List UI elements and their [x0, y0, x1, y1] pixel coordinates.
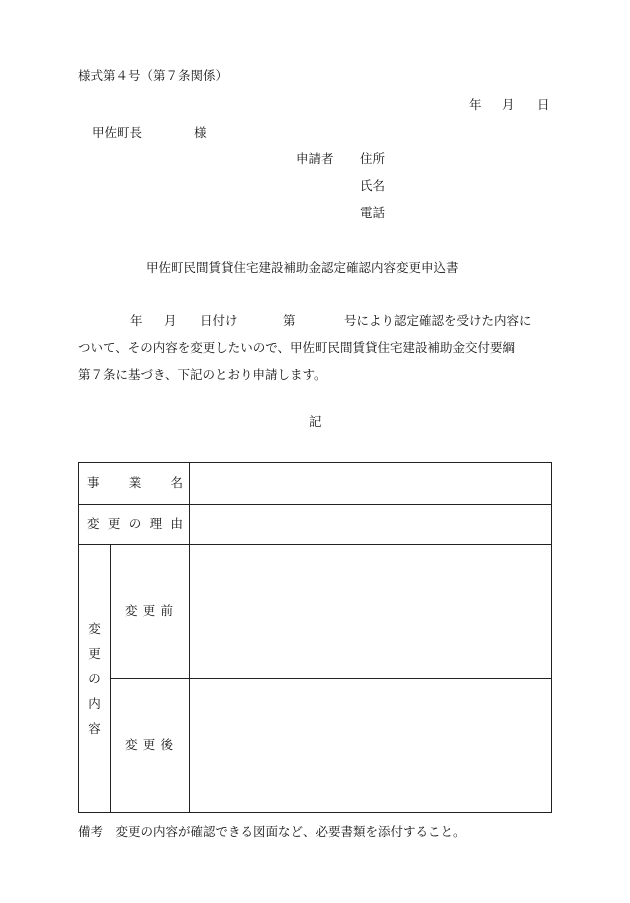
reason-value[interactable]: [190, 505, 552, 545]
body-line1-tail: 号により認定確認を受けた内容に: [344, 313, 532, 328]
applicant-phone-label: 電話: [360, 205, 386, 220]
after-value[interactable]: [190, 679, 552, 813]
remarks-note: 備考 変更の内容が確認できる図面など、必要書類を添付すること。: [78, 824, 466, 839]
applicant-name-label: 氏名: [360, 178, 386, 193]
reason-label: 変更の理由: [79, 505, 190, 545]
date-year: 年: [469, 97, 482, 112]
before-value[interactable]: [190, 545, 552, 679]
applicant-label: 申請者: [296, 151, 334, 166]
body-line3: 第７条に基づき、下記のとおり申請します。: [78, 367, 327, 382]
body-dai: 第: [283, 313, 296, 328]
date-month: 月: [502, 97, 515, 112]
body-month: 月: [164, 313, 177, 328]
body-year: 年: [130, 313, 143, 328]
project-name-value[interactable]: [190, 463, 552, 505]
project-name-label: 事業名: [79, 463, 190, 505]
applicant-address-label: 住所: [360, 151, 386, 166]
form-number: 様式第４号（第７条関係）: [78, 68, 229, 83]
change-content-label: 変 更 の 内 容: [79, 545, 111, 813]
body-line2: ついて、その内容を変更したいので、甲佐町民間賃貸住宅建設補助金交付要綱: [78, 340, 516, 355]
body-dated: 日付け: [200, 313, 238, 328]
date-day: 日: [537, 97, 550, 112]
after-label: 変更後: [111, 679, 190, 813]
change-form-table: [78, 462, 552, 813]
document-title: 甲佐町民間賃貸住宅建設補助金認定確認内容変更申込書: [146, 260, 459, 275]
addressee-name: 甲佐町長: [92, 125, 143, 140]
addressee-honorific: 様: [194, 125, 207, 140]
before-label: 変更前: [111, 545, 190, 679]
ki-heading: 記: [309, 414, 322, 429]
